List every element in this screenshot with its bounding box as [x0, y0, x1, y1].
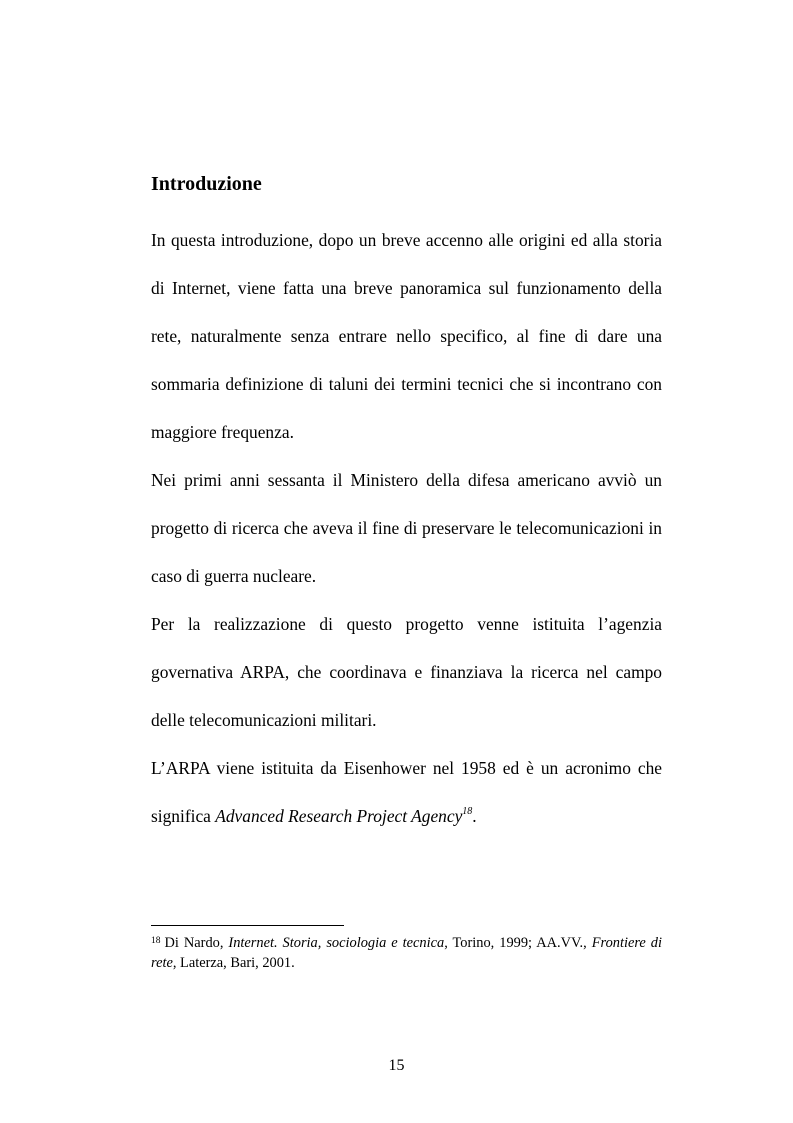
- footnote-text-2: , Torino, 1999; AA.VV.,: [444, 935, 592, 951]
- body-text: [151, 216, 662, 840]
- footnote-text-3: , Laterza, Bari, 2001.: [172, 955, 295, 971]
- footnote: [151, 933, 662, 973]
- footnote-title-1: Internet. Storia, sociologia e tecnica: [228, 935, 445, 951]
- paragraph-end-punctuation: .: [472, 806, 477, 826]
- footnote-number: 18: [151, 936, 161, 946]
- paragraph-ministry: Nei primi anni sessanta il Ministero della difesa americano avviò un progetto di ricerca che aveva il fine di preservare le telecomunicazioni in caso di guerra nucleare.: [151, 470, 662, 586]
- footnote-separator: [151, 925, 344, 926]
- footnote-reference: 18: [462, 806, 473, 817]
- paragraph-arpa-acronym-text: L’ARPA viene istituita da Eisenhower nel 1958 ed è un acronimo che significa: [151, 758, 662, 826]
- footnote-text-1: Di Nardo,: [164, 935, 229, 951]
- paragraph-introduction: In questa introduzione, dopo un breve accenno alle origini ed alla storia di Internet, viene fatta una breve panoramica sul funzionamento della rete, naturalmente senza entrare nello specifico, al fine di dare una sommaria definizione di taluni dei termini tecnici che si incontrano con maggiore frequenza.: [151, 230, 662, 442]
- footnote-title-2: Frontiere di rete: [151, 935, 662, 971]
- section-heading: Introduzione: [151, 173, 262, 195]
- paragraph-arpa-acronym: [151, 744, 662, 840]
- paragraph-arpa-agency: Per la realizzazione di questo progetto venne istituita l’agenzia governativa ARPA, che coordinava e finanziava la ricerca nel campo delle telecomunicazioni militari.: [151, 614, 662, 730]
- arpa-expansion: Advanced Research Project Agency: [215, 806, 463, 826]
- page-number: 15: [388, 1057, 405, 1074]
